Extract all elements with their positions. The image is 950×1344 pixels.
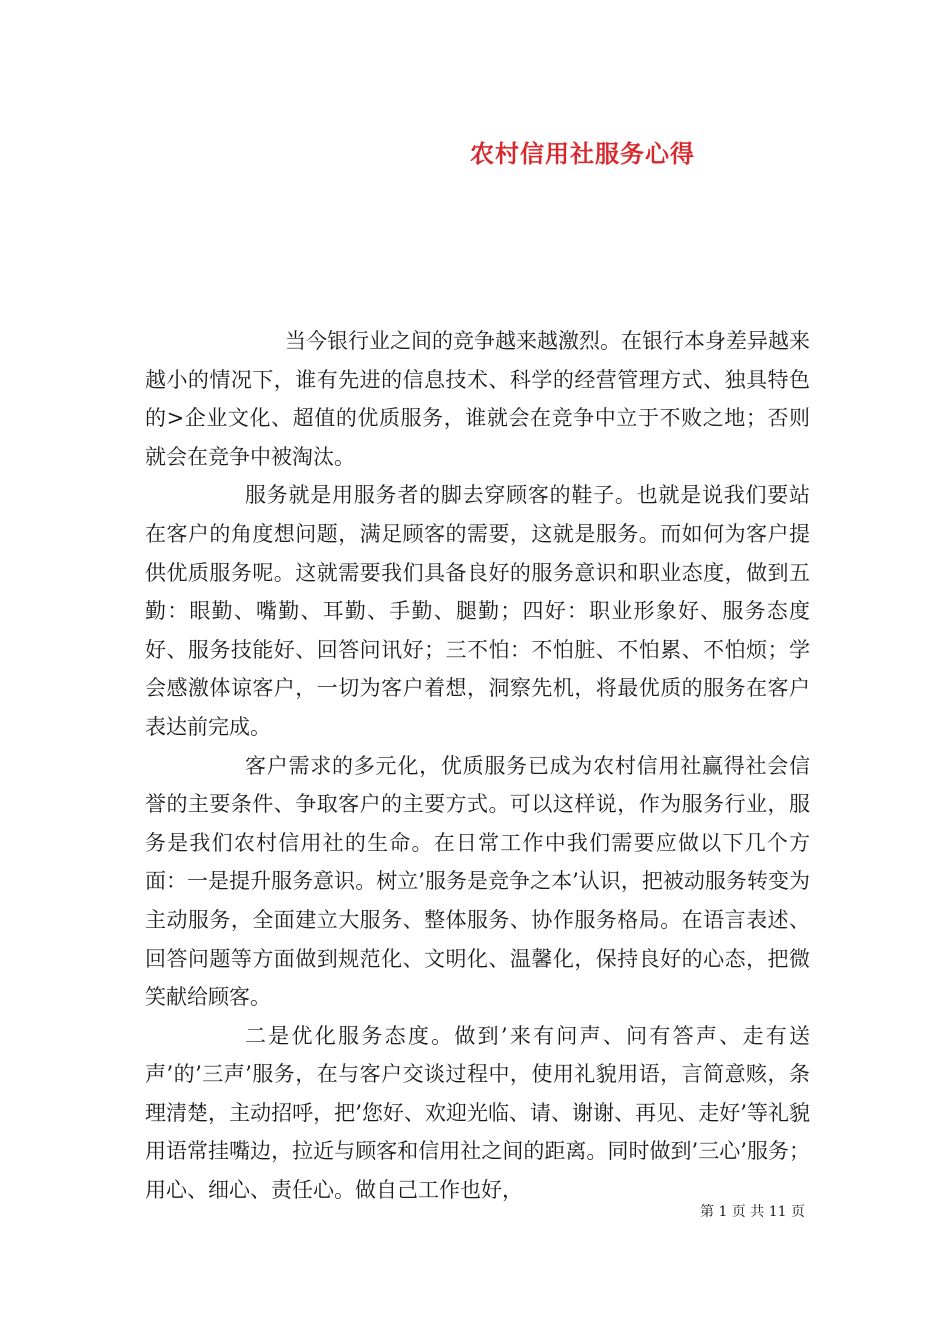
paragraph-2: 服务就是用服务者的脚去穿顾客的鞋子。也就是说我们要站在客户的角度想问题，满足顾客的需要，这就是服务。而如何为客户提供优质服务呢。这就需要我们具备良好的服务意识和职业态度，做到五勤：眼勤、嘴勤、耳勤、手勤、腿勤；四好：职业形象好、服务态度好、服务技能好、回答问讯好；三不怕：不怕脏、不怕累、不怕烦；学会感激体谅客户，一切为客户着想，洞察先机，将最优质的服务在客户表达前完成。 (145, 483, 810, 739)
paragraph-1: 当今银行业之间的竞争越来越激烈。在银行本身差异越来越小的情况下，谁有先进的信息技术、科学的经营管理方式、独具特色的>企业文化、超值的优质服务，谁就会在竞争中立于不败之地；否则就会在竞争中被淘汰。 (145, 329, 810, 469)
document-body (145, 322, 810, 1210)
paragraph-4: 二是优化服务态度。做到’来有问声、问有答声、走有送声’的’三声’服务，在与客户交谈过程中，使用礼貌用语，言简意赅，条理清楚，主动招呼，把’您好、欢迎光临、请、谢谢、再见、走好’等礼貌用语常挂嘴边，拉近与顾客和信用社之间的距离。同时做到’三心’服务；用心、细心、责任心。做自己工作也好， (145, 1023, 810, 1203)
paragraph-3: 客户需求的多元化，优质服务已成为农村信用社赢得社会信誉的主要条件、争取客户的主要方式。可以这样说，作为服务行业，服务是我们农村信用社的生命。在日常工作中我们需要应做以下几个方面：一是提升服务意识。树立’服务是竞争之本’认识，把被动服务转变为主动服务，全面建立大服务、整体服务、协作服务格局。在语言表述、回答问题等方面做到规范化、文明化、温馨化，保持良好的心态，把微笑献给顾客。 (145, 753, 810, 1010)
page-number-footer: 第 1 页 共 11 页 (700, 1204, 805, 1220)
document-title: 农村信用社服务心得 (470, 139, 695, 168)
